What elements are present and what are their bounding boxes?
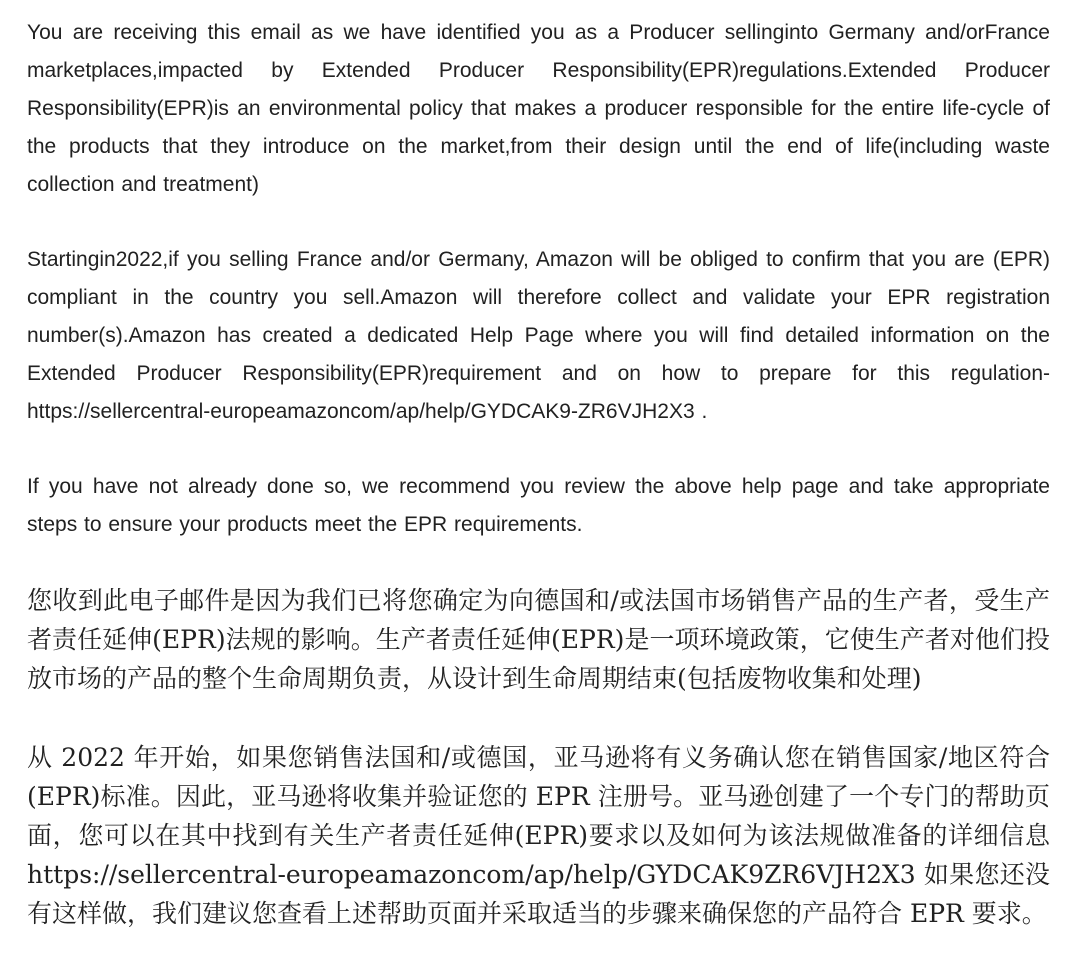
email-paragraph-zh-1: 您收到此电子邮件是因为我们已将您确定为向德国和/或法国市场销售产品的生产者，受生产者责任延伸(EPR)法规的影响。生产者责任延伸(EPR)是一项环境政策，它使生产者对他们投放市场的产品的整个生命周期负责，从设计到生命周期结束(包括废物收集和处理)	[27, 586, 1050, 693]
email-paragraph-en-1: You are receiving this email as we have identified you as a Producer sellinginto Germany and/orFrance marketplaces,impacted by Extended Producer Responsibility(EPR)regulations.Extended Producer Responsibility(EPR)is an environmental policy that makes a producer responsible for the entire life-cycle of the products that they introduce on the market,from their design until the end of life(including waste collection and treatment)	[27, 21, 1050, 196]
email-paragraph-en-2: Startingin2022,if you selling France and/or Germany, Amazon will be obliged to confirm that you are (EPR) compliant in the country you sell.Amazon will therefore collect and validate your EPR registration number(s).Amazon has created a dedicated Help Page where you will find detailed information on the Extended Producer Responsibility(EPR)requirement and on how to prepare for this regulation-https://sellercentral-europeamazoncom/ap/help/GYDCAK9-ZR6VJH2X3 .	[27, 248, 1050, 423]
email-paragraph-en-3: If you have not already done so, we recommend you review the above help page and take appropriate steps to ensure your products meet the EPR requirements.	[27, 475, 1050, 536]
email-paragraph-zh-2: 从 2022 年开始，如果您销售法国和/或德国，亚马逊将有义务确认您在销售国家/地区符合(EPR)标准。因此，亚马逊将收集并验证您的 EPR 注册号。亚马逊创建了一个专门的帮助页面，您可以在其中找到有关生产者责任延伸(EPR)要求以及如何为该法规做准备的详细信息 https://sellercentral-europeamazoncom/ap/help/GYDCAK9ZR6VJH2X3 如果您还没有这样做，我们建议您查看上述帮助页面并采取适当的步骤来确保您的产品符合 EPR 要求。	[27, 743, 1050, 928]
